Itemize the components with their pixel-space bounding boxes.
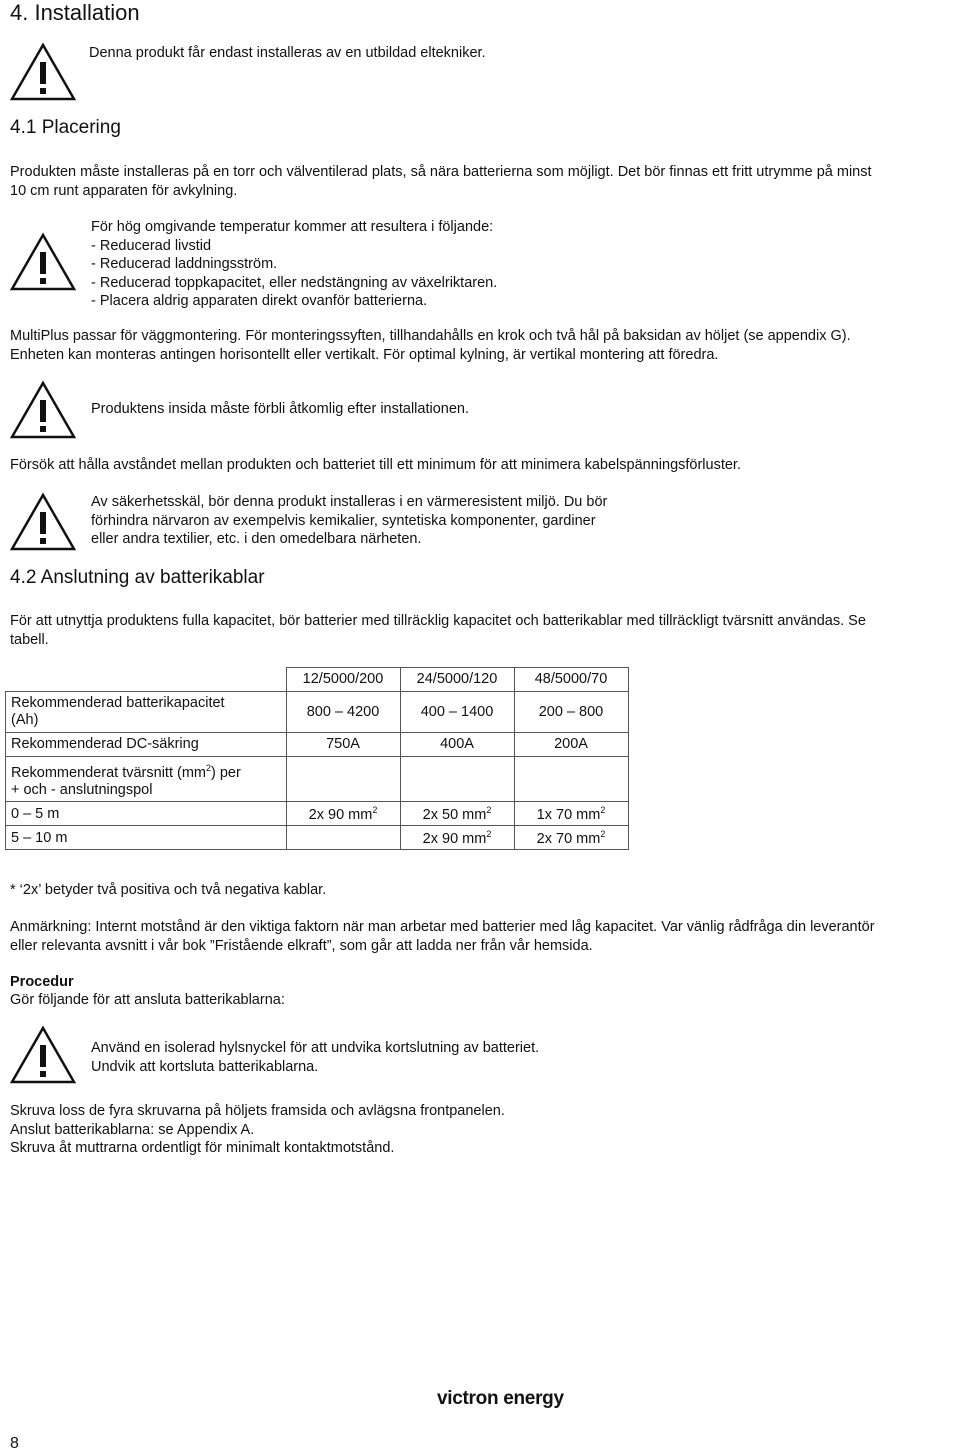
placering-line: Produkten måste installeras på en torr och välventilerad plats, så nära batterierna som möjligt. Det bör finnas ett fritt utrymme på minst: [10, 164, 872, 180]
table-row-label: [6, 756, 287, 802]
table-empty-cell: [6, 668, 287, 692]
table-cell: [286, 756, 400, 802]
table-cell: [400, 756, 514, 802]
list-item: - Reducerad toppkapacitet, eller nedstängning av växelriktaren.: [91, 274, 498, 291]
mounting-line: Enheten kan monteras antingen horisontellt eller vertikalt. För optimal kylning, är vertikal montering att föredra.: [10, 346, 719, 363]
procedure-intro: Gör följande för att ansluta batterikablarna:: [10, 992, 285, 1008]
distance-paragraph: Försök att hålla avståndet mellan produkten och batteriet till ett minimum för att minimera kabelspänningsförluster.: [10, 457, 741, 473]
anslutning-line: För att utnyttja produktens fulla kapacitet, bör batterier med tillräcklig kapacitet och batterikablar med tillräckligt tvärsnitt användas. Se: [10, 613, 866, 629]
table-header-cell: 48/5000/70: [514, 668, 628, 692]
cell-value: 2x 90 mm: [422, 830, 487, 847]
warning-text-electrician: Denna produkt får endast installeras av en utbildad eltekniker.: [89, 45, 486, 61]
placering-paragraph: [10, 163, 872, 200]
table-row-label: 5 – 10 m: [6, 826, 287, 850]
warning-line: Av säkerhetsskäl, bör denna produkt installeras i en värmeresistent miljö. Du bör: [91, 494, 608, 510]
table-cell: 200A: [514, 732, 628, 756]
cell-value: 2x 90 mm: [308, 806, 373, 823]
table-cell: [286, 802, 400, 826]
warning-line: förhindra närvaron av exempelvis kemikalier, syntetiska komponenter, gardiner: [91, 512, 596, 529]
table-row-label: Rekommenderad DC-säkring: [6, 732, 287, 756]
table-row-label: 0 – 5 m: [6, 802, 287, 826]
section-title-installation: 4. Installation: [10, 0, 140, 25]
battery-cable-table: [5, 667, 629, 850]
footnote: * ‘2x’ betyder två positiva och två negativa kablar.: [10, 882, 327, 898]
table-cell: [514, 826, 628, 850]
warning-line: Undvik att kortsluta batterikablarna.: [91, 1058, 319, 1075]
table-row: [6, 826, 629, 850]
warning-temperature-list: [91, 218, 497, 311]
warning-text-access: Produktens insida måste förbli åtkomlig efter installationen.: [91, 401, 469, 417]
table-header-row: [6, 668, 629, 692]
list-item: - Reducerad laddningsström.: [91, 256, 278, 272]
table-row: [6, 802, 629, 826]
row-label-text: ) per: [211, 764, 241, 781]
note-paragraph: [10, 918, 875, 955]
placering-line: 10 cm runt apparaten för avkylning.: [10, 182, 238, 199]
warning-socket-wrench: [91, 1039, 539, 1076]
table-cell: [400, 826, 514, 850]
table-cell: 200 – 800: [514, 691, 628, 732]
row-label-line: [11, 759, 281, 782]
table-cell: 750A: [286, 732, 400, 756]
list-item: - Reducerad livstid: [91, 237, 212, 254]
superscript: 2: [206, 762, 212, 773]
table-row-label: [6, 691, 287, 732]
victron-energy-logo: victron energy: [437, 1388, 564, 1409]
warning-icon: [9, 1025, 77, 1085]
table-cell: 400A: [400, 732, 514, 756]
step-item: Skruva åt muttrarna ordentligt för minimalt kontaktmotstånd.: [10, 1140, 395, 1156]
table-cell: [286, 826, 400, 850]
warning-heat-resistant: [91, 493, 607, 549]
superscript: 2: [486, 804, 492, 815]
page-number: 8: [10, 1435, 19, 1452]
step-item: Anslut batterikablarna: se Appendix A.: [10, 1121, 255, 1138]
list-item: För hög omgivande temperatur kommer att resultera i följande:: [91, 219, 494, 235]
warning-icon: [9, 492, 77, 552]
table-header-cell: 24/5000/120: [400, 668, 514, 692]
table-cell: 800 – 4200: [286, 691, 400, 732]
section-title-placering: 4.1 Placering: [10, 117, 121, 138]
step-item: Skruva loss de fyra skruvarna på höljets framsida och avlägsna frontpanelen.: [10, 1103, 505, 1119]
superscript: 2: [486, 828, 492, 839]
table-cell: [400, 802, 514, 826]
table-cell: 400 – 1400: [400, 691, 514, 732]
superscript: 2: [372, 804, 378, 815]
note-line: Anmärkning: Internt motstånd är den viktiga faktorn när man arbetar med batterier med låg kapacitet. Var vänlig rådfråga din leverantör: [10, 919, 875, 935]
table-row: [6, 756, 629, 802]
row-label-text: Rekommenderat tvärsnitt (mm: [11, 764, 206, 781]
table-cell: [514, 802, 628, 826]
warning-icon: [9, 232, 77, 292]
note-line: eller relevanta avsnitt i vår bok ”Fristående elkraft”, som går att ladda ner från vår hemsida.: [10, 937, 593, 954]
row-label-line: (Ah): [11, 711, 39, 728]
table-header-cell: 12/5000/200: [286, 668, 400, 692]
warning-icon: [9, 380, 77, 440]
cell-value: 2x 50 mm: [422, 806, 487, 823]
cell-value: 1x 70 mm: [536, 806, 601, 823]
anslutning-paragraph: [10, 612, 866, 649]
warning-line: eller andra textilier, etc. i den omedelbara närheten.: [91, 531, 422, 547]
procedure-title: Procedur: [10, 974, 74, 990]
superscript: 2: [600, 828, 606, 839]
anslutning-line: tabell.: [10, 631, 49, 648]
section-title-anslutning: 4.2 Anslutning av batterikablar: [10, 567, 265, 588]
table-row: [6, 732, 629, 756]
cell-value: 2x 70 mm: [536, 830, 601, 847]
table-cell: [514, 756, 628, 802]
table-row: [6, 691, 629, 732]
row-label-line: Rekommenderad batterikapacitet: [11, 694, 225, 711]
mounting-line: MultiPlus passar för väggmontering. För monteringssyften, tillhandahålls en krok och två hål på baksidan av höljet (se appendix G).: [10, 328, 851, 344]
mounting-paragraph: [10, 327, 851, 364]
superscript: 2: [600, 804, 606, 815]
row-label-line: + och - anslutningspol: [11, 782, 153, 799]
steps-list: [10, 1102, 505, 1158]
warning-line: Använd en isolerad hylsnyckel för att undvika kortslutning av batteriet.: [91, 1040, 540, 1056]
list-item: - Placera aldrig apparaten direkt ovanför batterierna.: [91, 293, 428, 309]
warning-icon: [9, 42, 77, 102]
